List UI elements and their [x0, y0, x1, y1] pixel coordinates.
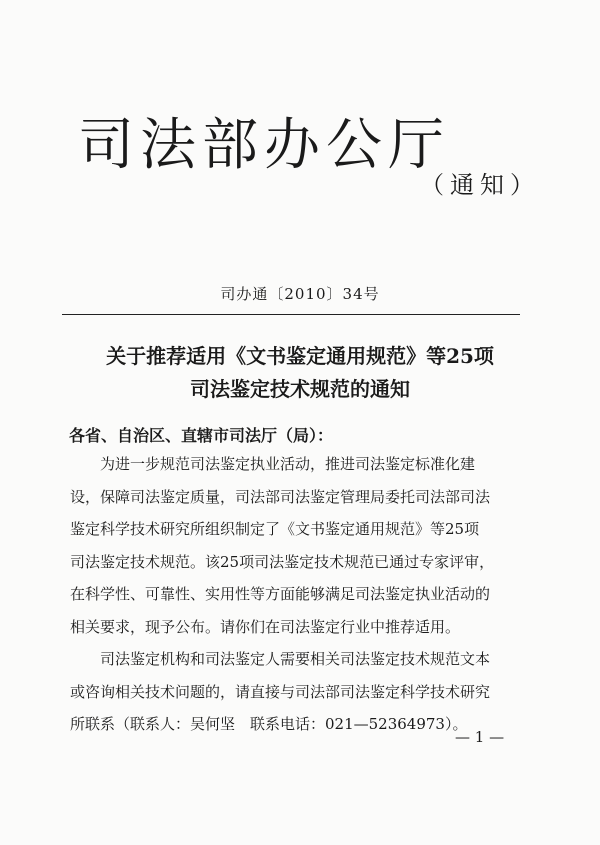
body-line: 鉴定科学技术研究所组织制定了《文书鉴定通用规范》等25项 — [70, 520, 480, 538]
body-line: 设，保障司法鉴定质量，司法部司法鉴定管理局委托司法部司法 — [70, 487, 491, 506]
body-line: 司法鉴定机构和司法鉴定人需要相关司法鉴定技术规范文本 — [100, 650, 491, 668]
notice-title — [0, 340, 600, 406]
salutation: 各省、自治区、直辖市司法厅（局）： — [69, 426, 334, 445]
header-divider — [62, 314, 520, 315]
office-title: 司法部办公厅 — [78, 113, 450, 178]
body-line: 相关要求，现予公布。请你们在司法鉴定行业中推荐适用。 — [70, 617, 461, 636]
notice-title-line: 司法鉴定技术规范的通知 — [190, 377, 410, 401]
body-text — [70, 448, 530, 741]
page-number: — 1 — — [455, 728, 505, 746]
body-line: 所联系（联系人：吴何坚 联系电话：021—52364973）。 — [70, 715, 468, 733]
notice-title-line: 关于推荐适用《文书鉴定通用规范》等25项 — [106, 344, 494, 368]
body-line: 为进一步规范司法鉴定执业活动，推进司法鉴定标准化建 — [100, 455, 476, 473]
document-number: 司办通〔2010〕34号 — [220, 285, 380, 303]
body-line: 或咨询相关技术问题的，请直接与司法部司法鉴定科学技术研究 — [70, 682, 491, 701]
body-line: 司法鉴定技术规范。该25项司法鉴定技术规范已通过专家评审， — [70, 552, 495, 571]
document-type: （通知） — [420, 171, 540, 199]
body-line: 在科学性、可靠性、实用性等方面能够满足司法鉴定执业活动的 — [70, 585, 491, 603]
